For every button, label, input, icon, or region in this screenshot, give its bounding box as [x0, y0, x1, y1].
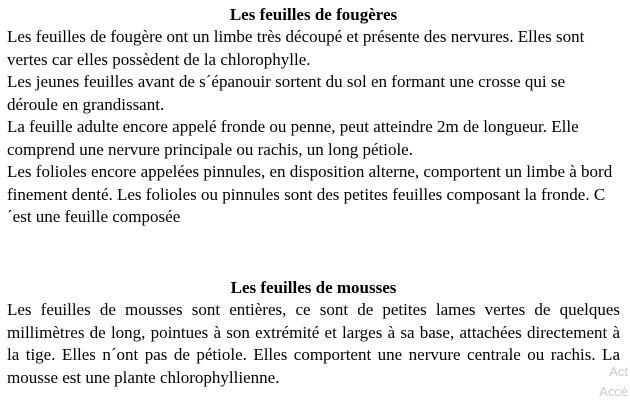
section-fern-leaves — [7, 4, 620, 229]
section-moss-leaves — [7, 277, 620, 389]
heading-fern-leaves: Les feuilles de fougères — [229, 5, 398, 24]
paragraph-fern-2: Les jeunes feuilles avant de s´épanouir sortent du sol en formant une crosse qui se déroule en grandissant. — [7, 72, 566, 114]
paragraph-fern-3: La feuille adulte encore appelé fronde ou penne, peut atteindre 2m de longueur. Elle comprend une nervure principale ou rachis, un long pétiole. — [7, 117, 579, 159]
activation-watermark-line-1: Act — [609, 364, 628, 379]
activation-watermark-line-2: Accé — [599, 384, 628, 399]
heading-moss-leaves: Les feuilles de mousses — [230, 278, 397, 297]
paragraph-fern-1: Les feuilles de fougère ont un limbe très découpé et présente des nervures. Elles sont vertes car elles possèdent de la chlorophylle. — [7, 27, 585, 69]
paragraph-moss: Les feuilles de mousses sont entières, ce sont de petites lames vertes de quelques millimètres de long, pointues à son extrémité et larges à sa base, attachées directement à la tige. Elles n´ont pas de pétiole. Elles comportent une nervure centrale ou rachis. La mousse est une plante chlorophyllienne. — [7, 300, 620, 387]
paragraph-fern-4: Les folioles encore appelées pinnules, en disposition alterne, comportent un limbe à bord finement denté. Les folioles ou pinnules sont des petites feuilles composant la fronde. C´est une feuille composée — [7, 162, 613, 226]
